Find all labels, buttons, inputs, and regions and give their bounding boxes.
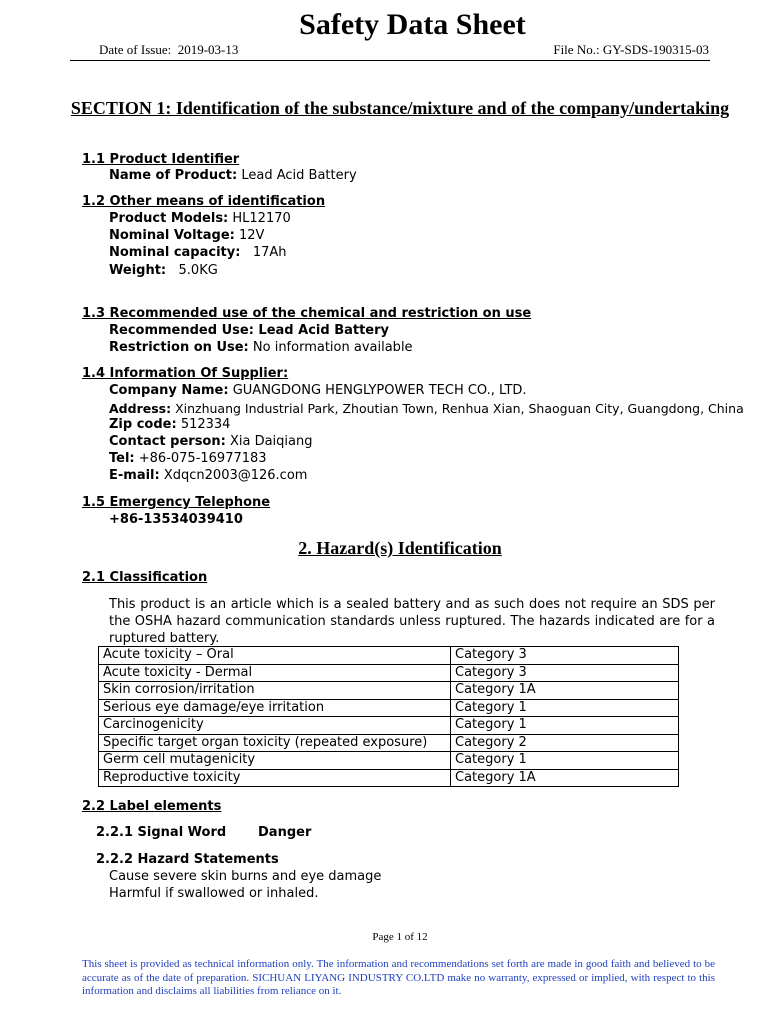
nominal-capacity-label: Nominal capacity: (109, 245, 241, 260)
email-value: Xdqcn2003@126.com (159, 468, 308, 483)
contact-person-label: Contact person: (109, 434, 226, 449)
zip-code-value: 512334 (176, 417, 231, 432)
heading-2-2: 2.2 Label elements (82, 799, 222, 814)
address-label: Address: (109, 401, 172, 416)
email-line (109, 467, 307, 484)
heading-1-5: 1.5 Emergency Telephone (82, 495, 271, 510)
address-value: Xinzhuang Industrial Park, Zhoutian Town, Renhua Xian, Shaoguan City, Guangdong, China (171, 401, 744, 416)
nominal-voltage-line (109, 227, 264, 244)
product-models-line (109, 210, 291, 227)
product-models-label: Product Models: (109, 211, 229, 226)
recommended-use-line (109, 322, 389, 339)
telephone-line (109, 450, 267, 467)
category-cell: Category 1 (451, 717, 679, 735)
weight-value: 5.0KG (166, 263, 218, 278)
company-name-value: GUANGDONG HENGLYPOWER TECH CO., LTD. (228, 383, 527, 398)
company-name-line (109, 382, 527, 399)
hazard-cell: Acute toxicity – Oral (99, 647, 451, 665)
contact-person-value: Xia Daiqiang (225, 434, 313, 449)
product-name-line (109, 167, 357, 184)
contact-person-line (109, 433, 313, 450)
hazard-cell: Acute toxicity - Dermal (99, 664, 451, 682)
nominal-voltage-value: 12V (234, 228, 265, 243)
zip-code-label: Zip code: (109, 417, 177, 432)
table-row (99, 664, 679, 682)
nominal-capacity-line (109, 244, 287, 261)
table-row (99, 699, 679, 717)
recommended-use-value: Lead Acid Battery (253, 323, 390, 338)
telephone-label: Tel: (109, 451, 135, 466)
table-row (99, 734, 679, 752)
product-name-value: Lead Acid Battery (237, 168, 357, 183)
hazard-cell: Germ cell mutagenicity (99, 752, 451, 770)
heading-1-3: 1.3 Recommended use of the chemical and restriction on use (82, 306, 532, 321)
address-line (109, 400, 744, 417)
recommended-use-label: Recommended Use: (109, 323, 254, 338)
date-of-issue (99, 42, 238, 58)
category-cell: Category 3 (451, 647, 679, 665)
table-row (99, 769, 679, 787)
hazard-statements-heading: 2.2.2 Hazard Statements (96, 852, 279, 867)
category-cell: Category 1 (451, 752, 679, 770)
heading-1-4: 1.4 Information Of Supplier: (82, 366, 289, 381)
restriction-label: Restriction on Use: (109, 340, 249, 355)
restriction-value: No information available (248, 340, 413, 355)
hazard-cell: Specific target organ toxicity (repeated exposure) (99, 734, 451, 752)
weight-line (109, 262, 218, 279)
disclaimer-text: This sheet is provided as technical information only. The information and recommendations set forth are made in good faith and believed to be accurate as of the date of preparation. SICHUAN LIYANG INDUSTRY CO.LTD make no warranty, expressed or implied, with respect to this information and disclaims all liabilities from reliance on it. (82, 958, 715, 997)
table-row (99, 647, 679, 665)
section1-heading: SECTION 1: Identification of the substance/mixture and of the company/undertaking (70, 98, 730, 118)
signal-word-label: 2.2.1 Signal Word (96, 825, 227, 840)
heading-1-2: 1.2 Other means of identification (82, 194, 326, 209)
page-number: Page 1 of 12 (372, 931, 428, 943)
table-row (99, 752, 679, 770)
table-row (99, 682, 679, 700)
hazard-statement-1: Cause severe skin burns and eye damage (109, 869, 382, 884)
telephone-value: +86-075-16977183 (134, 451, 267, 466)
heading-2-1: 2.1 Classification (82, 570, 208, 585)
company-name-label: Company Name: (109, 383, 229, 398)
hazard-cell: Skin corrosion/irritation (99, 682, 451, 700)
hazard-cell: Serious eye damage/eye irritation (99, 699, 451, 717)
restriction-line (109, 339, 413, 356)
issue-date: 2019-03-13 (177, 42, 239, 57)
hazard-classification-table (98, 646, 679, 787)
category-cell: Category 3 (451, 664, 679, 682)
document-title: Safety Data Sheet (299, 8, 526, 41)
hazard-cell: Reproductive toxicity (99, 769, 451, 787)
emergency-phone: +86-13534039410 (109, 512, 243, 527)
classification-paragraph: This product is an article which is a sealed battery and as such does not require an SDS per the OSHA hazard communication standards unless ruptured. The hazards indicated are for a ruptured battery. (109, 597, 715, 646)
heading-1-1: 1.1 Product Identifier (82, 152, 240, 167)
nominal-voltage-label: Nominal Voltage: (109, 228, 235, 243)
category-cell: Category 1A (451, 769, 679, 787)
category-cell: Category 1A (451, 682, 679, 700)
file-number: File No.: GY-SDS-190315-03 (553, 42, 709, 57)
hazard-cell: Carcinogenicity (99, 717, 451, 735)
zip-code-line (109, 416, 230, 433)
category-cell: Category 1 (451, 699, 679, 717)
product-models-value: HL12170 (228, 211, 291, 226)
issue-label: Date of Issue: (99, 42, 172, 57)
header-divider (70, 60, 710, 61)
table-row (99, 717, 679, 735)
section2-heading: 2. Hazard(s) Identification (298, 538, 502, 558)
hazard-statement-2: Harmful if swallowed or inhaled. (109, 886, 319, 901)
product-name-label: Name of Product: (109, 168, 238, 183)
category-cell: Category 2 (451, 734, 679, 752)
weight-label: Weight: (109, 263, 167, 278)
nominal-capacity-value: 17Ah (240, 245, 287, 260)
signal-word-value: Danger (258, 825, 312, 840)
email-label: E-mail: (109, 468, 160, 483)
